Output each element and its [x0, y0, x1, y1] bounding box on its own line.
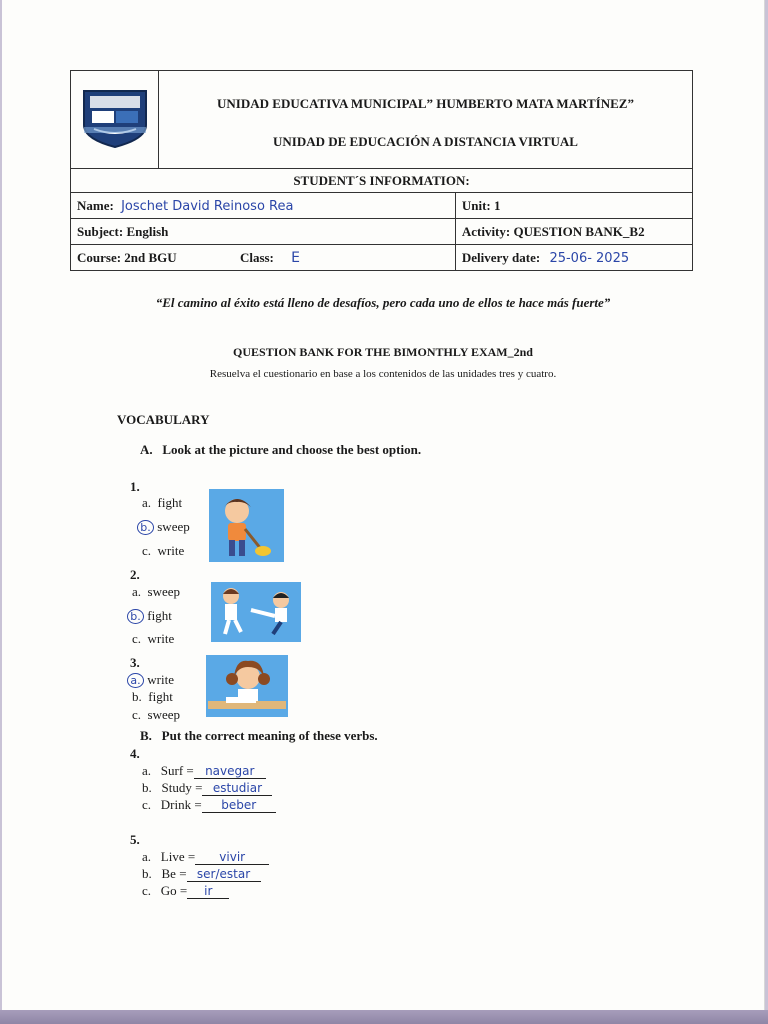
school-logo — [71, 71, 159, 169]
section-title: STUDENT´S INFORMATION: — [71, 169, 693, 193]
writing-girl-picture — [206, 655, 288, 717]
answer-circle: b. — [137, 520, 154, 535]
answer-field[interactable]: beber — [202, 798, 276, 813]
option-item[interactable]: a. fight — [142, 495, 183, 510]
motivational-quote: “El camino al éxito está lleno de desafíos, pero cada uno de ellos te hace más fuerte” — [155, 295, 611, 310]
instruction-text: Resuelva el cuestionario en base a los contenidos de las unidades tres y cuatro. — [209, 368, 557, 380]
option-item[interactable]: c. sweep — [132, 707, 181, 722]
exam-sheet — [2, 0, 765, 1010]
question-number: 4. — [130, 746, 140, 761]
verb-item: c. Go = ir — [142, 883, 229, 899]
verb-item: a. Surf = navegar — [142, 763, 266, 779]
part-a-title: A. Look at the picture and choose the best option. — [140, 442, 422, 457]
answer-circle: b. — [127, 609, 144, 624]
question-number: 1. — [130, 479, 140, 494]
option-item-selected[interactable]: a. write — [130, 672, 174, 688]
part-b-title: B. Put the correct meaning of these verbs. — [140, 728, 378, 743]
sweeping-kid-picture — [209, 489, 284, 562]
option-item[interactable]: c. write — [142, 543, 185, 558]
institution-name: UNIDAD EDUCATIVA MUNICIPAL” HUMBERTO MATA MARTÍNEZ” — [217, 95, 634, 111]
option-item-selected[interactable]: b. sweep — [140, 519, 190, 535]
option-item[interactable]: a. sweep — [132, 584, 181, 599]
fighting-kids-picture — [211, 582, 301, 642]
student-info-table — [70, 70, 693, 271]
delivery-value: 25-06- 2025 — [549, 250, 630, 266]
name-label: Name: — [77, 197, 114, 213]
answer-field[interactable]: ir — [187, 884, 229, 899]
verb-item: b. Be = ser/estar — [142, 866, 261, 882]
question-number: 5. — [130, 832, 140, 847]
verb-item: a. Live = vivir — [142, 849, 269, 865]
option-item[interactable]: c. write — [132, 631, 175, 646]
course-label: Course: 2nd BGU — [77, 249, 177, 265]
name-cell — [71, 193, 456, 219]
class-label: Class: — [239, 249, 274, 265]
activity-label: Activity: QUESTION BANK_B2 — [455, 219, 692, 245]
class-value: E — [291, 249, 300, 266]
delivery-label: Delivery date: — [461, 249, 541, 265]
verb-item: c. Drink = beber — [142, 797, 276, 813]
delivery-cell — [455, 245, 692, 271]
subject-label: Subject: English — [71, 219, 456, 245]
unit-name: UNIDAD DE EDUCACIÓN A DISTANCIA VIRTUAL — [273, 133, 578, 149]
answer-field[interactable]: navegar — [194, 764, 266, 779]
verb-item: b. Study = estudiar — [142, 780, 272, 796]
answer-circle: a. — [127, 673, 144, 688]
answer-field[interactable]: vivir — [195, 850, 269, 865]
question-number: 3. — [130, 655, 140, 670]
school-crest-icon — [80, 87, 150, 149]
option-item-selected[interactable]: b. fight — [130, 608, 172, 624]
page-bottom-edge — [0, 1010, 768, 1024]
option-item[interactable]: b. fight — [132, 689, 173, 704]
exam-title: QUESTION BANK FOR THE BIMONTHLY EXAM_2nd — [233, 345, 533, 359]
name-value: Joschet David Reinoso Rea — [121, 198, 294, 214]
answer-field[interactable]: ser/estar — [187, 867, 261, 882]
section-vocabulary: VOCABULARY — [117, 412, 210, 427]
answer-field[interactable]: estudiar — [202, 781, 272, 796]
question-number: 2. — [130, 567, 140, 582]
course-cell — [71, 245, 456, 271]
unit-label: Unit: 1 — [455, 193, 692, 219]
